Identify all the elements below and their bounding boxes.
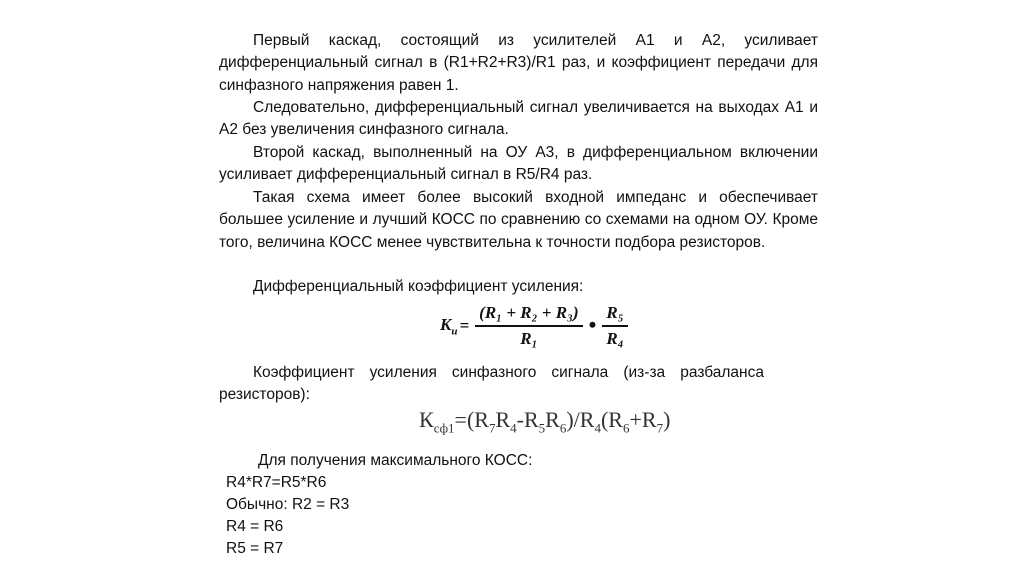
sub-index: 6 [622,420,630,436]
max-cmrr-heading: Для получения максимального КОСС: [258,452,533,469]
formula-k-sub: сф1 [433,420,455,436]
paragraph-advantages: Такая схема имеет более высокий входной импеданс и обеспечивает большее усиление и лучший КОСС по сравнению со схемами на одном ОУ. Кроме того, величина КОСС менее чувствительна к точности подбора резисторов. [219,189,818,251]
condition-line: R4 = R6 [226,518,284,535]
paragraph-diff-gain-label: Дифференциальный коэффициент усиления: [253,278,584,295]
formula-differential-gain [440,303,632,349]
formula-part: R [495,407,511,432]
formula-part: =(R [454,407,489,432]
paragraph-second-stage: Второй каскад, выполненный на ОУ А3, в дифференциальном включении усиливает дифференциальный сигнал в R5/R4 раз. [219,144,818,184]
fraction-denominator: R₁ [520,329,538,348]
formula-part: ) [663,407,671,432]
fraction-denominator: R₄ [606,329,624,348]
formula-lhs: $K_и$ [440,314,458,338]
fraction-second-stage [602,303,627,349]
fraction-numerator: R₅ [602,303,627,327]
formula-common-mode-gain [419,407,670,436]
formula-part: )/R [566,407,595,432]
formula-part: R [545,407,560,432]
paragraph-common-mode-label: Коэффициент усиления синфазного сигнала (из-за разбаланса резисторов): [219,364,764,404]
sub-index: 4 [594,420,601,436]
formula-equals: = [459,316,470,335]
formula-k: К [419,407,434,432]
sub-index: 6 [559,420,567,436]
fraction-numerator: (R₁ + R₂ + R₃) [475,303,583,327]
paragraph-consequence: Следовательно, дифференциальный сигнал увеличивается на выходах А1 и А2 без увеличения синфазного сигнала. [219,99,818,139]
sub-index: 5 [538,420,546,436]
fraction-first-stage [475,303,583,349]
sub-index: 7 [488,420,496,436]
formula-part: -R [516,407,539,432]
formula-part: +R [629,407,657,432]
formula-part: (R [600,407,623,432]
condition-line: R4*R7=R5*R6 [226,474,327,491]
condition-line: Обычно: R2 = R3 [226,496,350,513]
multiply-dot: • [588,312,597,337]
sub-index: 4 [510,420,517,436]
condition-line: R5 = R7 [226,540,284,557]
paragraph-first-stage: Первый каскад, состоящий из усилителей А1 и А2, усиливает дифференциальный сигнал в (R1+R2+R3)/R1 раз, и коэффициент передачи для синфазного напряжения равен 1. [219,32,818,94]
sub-index: 7 [656,420,664,436]
